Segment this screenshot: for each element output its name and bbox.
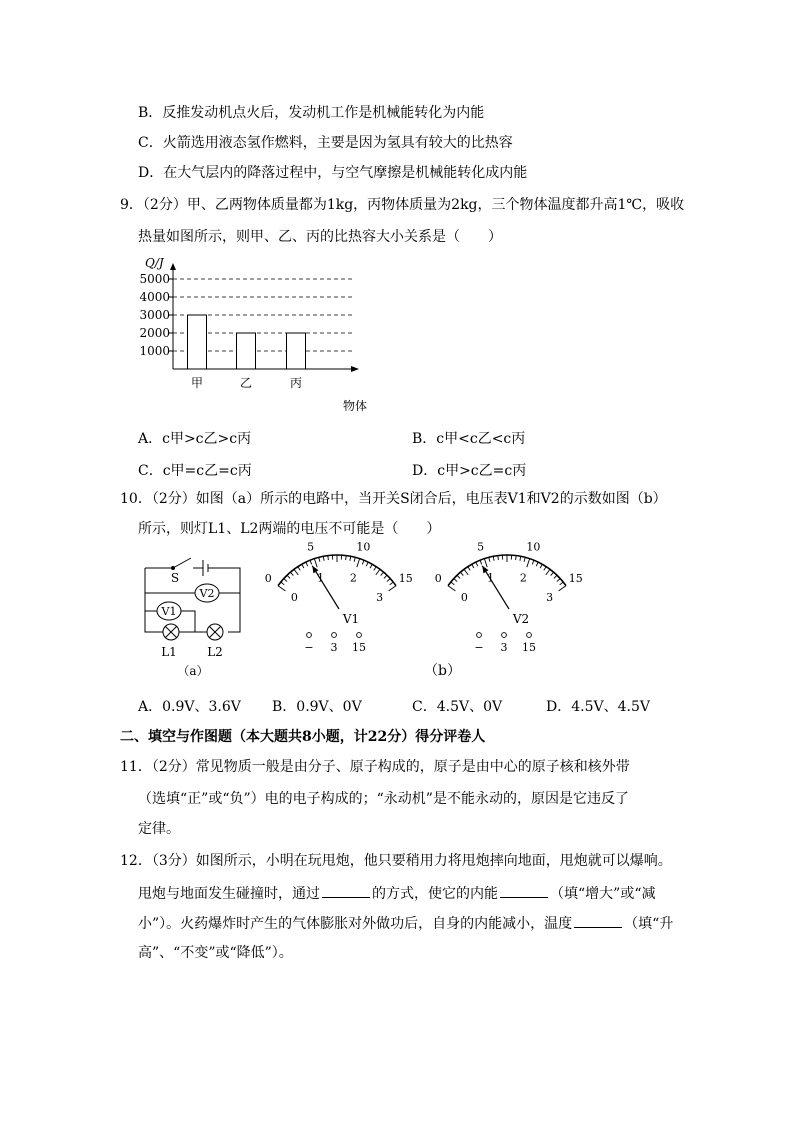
v1-tick-30 — [389, 586, 396, 591]
v1-label: V1 — [342, 612, 360, 626]
v2-needle — [482, 566, 509, 609]
v2-tick-19 — [524, 557, 525, 561]
v2-terminal-label-0: − — [474, 641, 484, 654]
bar-甲 — [188, 315, 207, 369]
q9-option-d: D．c甲>c乙=c丙 — [412, 463, 527, 479]
v2-tick-6 — [468, 567, 470, 571]
v2-tick-1 — [451, 582, 455, 585]
v1-tick-29 — [390, 582, 394, 585]
v2-bottom-label-3: 3 — [546, 591, 554, 605]
v2-bottom-label-0: 0 — [460, 591, 468, 605]
v1-top-label-15: 15 — [398, 571, 413, 585]
v2-circuit-label: V2 — [199, 587, 215, 600]
q10-option-d: D．4.5V、4.5V — [546, 699, 650, 715]
v1-tick-19 — [354, 557, 355, 561]
v2-tick-13 — [498, 556, 499, 560]
v2-tick-21 — [532, 560, 534, 564]
v2-tick-29 — [560, 582, 564, 585]
q9-stem-line1: 9．（2分）甲、乙两物体质量都为1kg，丙物体质量为2kg，三个物体温度都升高1℃，吸收 — [120, 197, 685, 213]
v2-terminal-label-2: 15 — [522, 641, 536, 654]
v2-tick-18 — [520, 556, 521, 560]
v1-terminal-1 — [332, 633, 337, 638]
v2-terminal-2 — [527, 633, 532, 638]
q12-line3-part1: 小”）。火药爆炸时产生的气体膨胀对外做功后，自身的内能减小，温度 — [138, 916, 573, 932]
v1-bottom-label-1: 1 — [317, 571, 325, 585]
v2-tick-25 — [546, 569, 550, 575]
q9-option-a: A．c甲>c乙>c丙 — [138, 431, 252, 447]
v2-tick-22 — [536, 562, 538, 566]
v2-tick-10 — [484, 559, 487, 568]
v2-tick-28 — [557, 579, 560, 582]
q11-line2: （选填“正”或“负”）电的电子构成的；“永动机”是不能永动的，原因是它违反了 — [138, 791, 629, 807]
q12-line3-part2: （填“升 — [624, 916, 674, 932]
v1-tick-6 — [298, 567, 300, 571]
lamp-l1-symbol — [163, 624, 179, 640]
v2-tick-12 — [493, 556, 494, 560]
v1-tick-11 — [319, 557, 320, 561]
l1-label: L1 — [161, 645, 177, 659]
q12-blank-1[interactable] — [322, 884, 370, 898]
v1-top-label-10: 10 — [356, 540, 371, 554]
y-tick-label-2000: 2000 — [139, 326, 170, 340]
q12-line3 — [138, 914, 673, 933]
v2-tick-20 — [527, 559, 530, 568]
v1-dial — [265, 540, 413, 654]
v1-tick-13 — [328, 556, 329, 560]
q12-line1: 12．（3分）如图所示，小明在玩甩炮，他只要稍用力将甩炮摔向地面，甩炮就可以爆响。 — [120, 853, 672, 869]
q12-blank-3[interactable] — [574, 914, 622, 928]
v1-tick-17 — [346, 556, 347, 560]
v1-tick-20 — [357, 559, 360, 568]
v1-terminal-0 — [307, 633, 312, 638]
v1-tick-10 — [314, 559, 317, 568]
v1-tick-21 — [362, 560, 364, 564]
q10-option-c: C．4.5V、0V — [412, 699, 503, 715]
v1-needle — [312, 566, 339, 609]
q10-stem-line2: 所示，则灯L1、L2两端的电压不可能是（ ） — [138, 521, 441, 537]
v2-bottom-label-1: 1 — [487, 571, 495, 585]
v1-bottom-label-2: 2 — [349, 571, 357, 585]
v1-bottom-label-3: 3 — [376, 591, 384, 605]
v2-tick-2 — [454, 579, 457, 582]
section-2-heading: 二、填空与作图题（本大题共8小题，计22分）得分评卷人 — [120, 729, 486, 745]
l2-label: L2 — [207, 645, 223, 659]
circuit-caption: （a） — [177, 664, 209, 678]
bar-乙 — [237, 333, 256, 369]
v2-dial — [435, 540, 583, 654]
q12-line2-part2: 的方式，使它的内能 — [372, 886, 498, 902]
v1-terminal-label-2: 15 — [352, 641, 366, 654]
y-tick-label-5000: 5000 — [139, 272, 170, 286]
x-tick-label-丙: 丙 — [289, 376, 303, 390]
v2-tick-3 — [457, 575, 460, 578]
v1-tick-24 — [374, 567, 376, 571]
q8-option-d: D．在大气层内的降落过程中，与空气摩擦是机械能转化成内能 — [138, 165, 528, 181]
v1-top-label-0: 0 — [264, 571, 272, 585]
q11-line3: 定律。 — [138, 821, 180, 837]
v1-terminal-label-1: 3 — [330, 641, 338, 654]
q12-blank-2[interactable] — [500, 884, 548, 898]
y-tick-label-4000: 4000 — [139, 290, 170, 304]
switch-blade — [173, 558, 191, 568]
v1-tick-2 — [284, 579, 287, 582]
v1-top-label-5: 5 — [307, 540, 315, 554]
v1-circuit-label: V1 — [161, 605, 177, 618]
v2-top-label-15: 15 — [568, 571, 583, 585]
v1-tick-28 — [387, 579, 390, 582]
v2-terminal-1 — [502, 633, 507, 638]
v1-tick-26 — [381, 572, 384, 575]
v1-tick-18 — [350, 556, 351, 560]
v1-tick-23 — [370, 564, 372, 568]
v1-tick-7 — [302, 564, 304, 568]
q12-line4: 高”、“不变”或“降低”）。 — [138, 945, 293, 961]
lamp-l2-symbol — [207, 624, 223, 640]
v2-tick-30 — [559, 586, 566, 591]
v2-tick-4 — [460, 572, 463, 575]
v1-terminal-2 — [357, 633, 362, 638]
y-tick-label-1000: 1000 — [139, 344, 170, 358]
v1-tick-0 — [278, 586, 285, 591]
v2-tick-24 — [544, 567, 546, 571]
v2-tick-11 — [489, 557, 490, 561]
v2-tick-7 — [472, 564, 474, 568]
v2-tick-26 — [551, 572, 554, 575]
y-tick-label-3000: 3000 — [139, 308, 170, 322]
chart-bars — [188, 315, 306, 369]
v1-tick-3 — [287, 575, 290, 578]
q10-stem-line1: 10．（2分）如图（a）所示的电路中，当开关S闭合后，电压表V1和V2的示数如图（b） — [120, 491, 667, 507]
q12-line2 — [138, 884, 655, 903]
q9-stem-line2: 热量如图所示，则甲、乙、丙的比热容大小关系是（ ） — [138, 229, 502, 245]
v1-bottom-label-0: 0 — [290, 591, 298, 605]
q10-circuit-diagram — [135, 548, 255, 683]
v1-tick-25 — [376, 569, 380, 575]
v2-terminal-0 — [477, 633, 482, 638]
x-tick-label-甲: 甲 — [190, 376, 204, 390]
x-axis-title: 物体 — [343, 399, 368, 413]
v2-tick-8 — [476, 562, 478, 566]
v2-tick-9 — [480, 560, 482, 564]
x-axis-arrow — [351, 366, 359, 372]
v2-top-label-0: 0 — [434, 571, 442, 585]
q8-option-b: B．反推发动机点火后，发动机工作是机械能转化为内能 — [138, 105, 485, 121]
v1-tick-22 — [366, 562, 368, 566]
q12-line2-part3: （填“增大”或“减 — [550, 886, 656, 902]
v2-bottom-label-2: 2 — [519, 571, 527, 585]
q9-bar-chart — [125, 252, 385, 417]
v2-top-label-10: 10 — [526, 540, 541, 554]
meters-caption: （b） — [424, 663, 461, 679]
v2-tick-17 — [516, 556, 517, 560]
v1-tick-8 — [306, 562, 308, 566]
v2-label: V2 — [512, 612, 530, 626]
q9-option-c: C．c甲=c乙=c丙 — [138, 463, 252, 479]
switch-label: S — [170, 571, 180, 585]
v2-tick-23 — [540, 564, 542, 568]
q11-line1: 11．（2分）常见物质一般是由分子、原子构成的，原子是由中心的原子核和核外带 — [120, 759, 630, 775]
q9-option-b: B．c甲<c乙<c丙 — [412, 431, 526, 447]
v1-tick-9 — [310, 560, 312, 564]
v1-tick-12 — [323, 556, 324, 560]
q12-line2-part1: 甩炮与地面发生碰撞时，通过 — [138, 886, 320, 902]
y-axis-arrow — [170, 263, 176, 270]
v2-tick-27 — [554, 575, 557, 578]
v2-tick-5 — [464, 569, 468, 575]
x-tick-label-乙: 乙 — [239, 376, 253, 390]
q10-option-a: A．0.9V、3.6V — [138, 699, 241, 715]
v1-tick-27 — [384, 575, 387, 578]
v2-tick-0 — [448, 586, 455, 591]
v2-terminal-label-1: 3 — [500, 641, 508, 654]
q8-option-c: C．火箭选用液态氢作燃料，主要是因为氢具有较大的比热容 — [138, 135, 513, 151]
v1-tick-1 — [281, 582, 285, 585]
v2-top-label-5: 5 — [477, 540, 485, 554]
v1-tick-5 — [294, 569, 298, 575]
v1-terminal-label-0: − — [304, 641, 314, 654]
v1-tick-4 — [290, 572, 293, 575]
y-axis-title: Q/J — [145, 256, 164, 270]
bar-丙 — [287, 333, 306, 369]
q10-option-b: B．0.9V、0V — [272, 699, 362, 715]
